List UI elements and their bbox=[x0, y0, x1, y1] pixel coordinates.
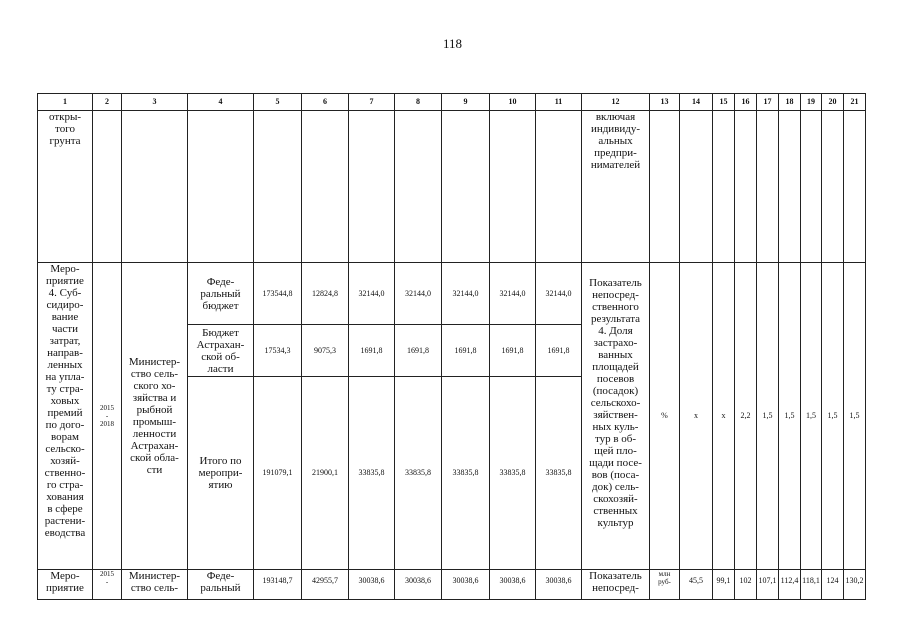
column-header: 4 bbox=[188, 94, 254, 111]
column-header: 15 bbox=[713, 94, 735, 111]
column-header: 17 bbox=[757, 94, 779, 111]
column-header: 20 bbox=[822, 94, 844, 111]
table-cell: 118,1 bbox=[801, 570, 822, 600]
table-cell: 107,1 bbox=[757, 570, 779, 600]
column-header: 3 bbox=[122, 94, 188, 111]
funding-source: Бюджет Астрахан- ской об- ласти bbox=[188, 325, 254, 377]
table-cell: 112,4 bbox=[779, 570, 801, 600]
table-cell: 1691,8 bbox=[395, 325, 442, 377]
table-cell: 1,5 bbox=[822, 263, 844, 570]
column-header: 11 bbox=[536, 94, 582, 111]
table-row bbox=[38, 263, 866, 325]
measure-years: 2015 - bbox=[93, 570, 122, 600]
table-cell: 33835,8 bbox=[490, 377, 536, 570]
table-row bbox=[38, 570, 866, 600]
table-cell: 30038,6 bbox=[490, 570, 536, 600]
table-cell: 33835,8 bbox=[442, 377, 490, 570]
table-cell: 9075,3 bbox=[302, 325, 349, 377]
table-cell: 1691,8 bbox=[490, 325, 536, 377]
table-cell: 1691,8 bbox=[536, 325, 582, 377]
table-cell: х bbox=[680, 263, 713, 570]
column-header: 6 bbox=[302, 94, 349, 111]
indicator-name: Показатель непосред- bbox=[582, 570, 650, 600]
column-header: 10 bbox=[490, 94, 536, 111]
table-cell: 33835,8 bbox=[536, 377, 582, 570]
funding-source: Феде- ральный bbox=[188, 570, 254, 600]
table-cell: 45,5 bbox=[680, 570, 713, 600]
column-header: 16 bbox=[735, 94, 757, 111]
column-header: 12 bbox=[582, 94, 650, 111]
column-header: 13 bbox=[650, 94, 680, 111]
table-cell: 30038,6 bbox=[349, 570, 395, 600]
table-cell: 191079,1 bbox=[254, 377, 302, 570]
program-table bbox=[37, 93, 866, 600]
funding-source: Итого по меропри- ятию bbox=[188, 377, 254, 570]
measure-name: Меро- приятие bbox=[38, 570, 93, 600]
table-cell: 173544,8 bbox=[254, 263, 302, 325]
column-header: 18 bbox=[779, 94, 801, 111]
column-header: 5 bbox=[254, 94, 302, 111]
column-header: 1 bbox=[38, 94, 93, 111]
table-cell: 1,5 bbox=[779, 263, 801, 570]
table-cell: 2,2 bbox=[735, 263, 757, 570]
header-row bbox=[38, 94, 866, 111]
indicator-name: Показатель непосред- ственного результата 4. Доля застрахо- ванных площадей посевов (посадок) сельскохо- зяйствен- ных куль- тур в об- щей пло- щади посе- вов (поса- док) сель- скохозяй- ственных культур bbox=[582, 263, 650, 570]
table-cell: 42955,7 bbox=[302, 570, 349, 600]
table-cell: 33835,8 bbox=[395, 377, 442, 570]
table-cell: 1691,8 bbox=[442, 325, 490, 377]
funding-source: Феде- ральный бюджет bbox=[188, 263, 254, 325]
indicator-continued: включая индивиду- альных предпри- нимателей bbox=[582, 111, 650, 263]
table-cell: 30038,6 bbox=[536, 570, 582, 600]
table-cell: 12824,8 bbox=[302, 263, 349, 325]
table-cell: 32144,0 bbox=[442, 263, 490, 325]
table-cell: 21900,1 bbox=[302, 377, 349, 570]
indicator-unit: % bbox=[650, 263, 680, 570]
measure-years: 2015 - 2018 bbox=[93, 263, 122, 570]
column-header: 19 bbox=[801, 94, 822, 111]
column-header: 14 bbox=[680, 94, 713, 111]
measure-executor: Министер- ство сель- ского хо- зяйства и рыбной промыш- ленности Астрахан- ской обла- сти bbox=[122, 263, 188, 570]
table-cell: 30038,6 bbox=[395, 570, 442, 600]
column-header: 2 bbox=[93, 94, 122, 111]
measure-executor: Министер- ство сель- bbox=[122, 570, 188, 600]
table-cell: 32144,0 bbox=[395, 263, 442, 325]
page-number: 118 bbox=[442, 36, 463, 51]
table-cell: 1691,8 bbox=[349, 325, 395, 377]
table-cell: 102 bbox=[735, 570, 757, 600]
table-cell: 32144,0 bbox=[349, 263, 395, 325]
table-cell: 17534,3 bbox=[254, 325, 302, 377]
table-cell: 1,5 bbox=[801, 263, 822, 570]
table-cell: 32144,0 bbox=[490, 263, 536, 325]
table-cell: 1,5 bbox=[757, 263, 779, 570]
table-cell: 130,2 bbox=[844, 570, 866, 600]
column-header: 7 bbox=[349, 94, 395, 111]
column-header: 21 bbox=[844, 94, 866, 111]
column-header: 9 bbox=[442, 94, 490, 111]
table-row bbox=[38, 111, 866, 263]
table-cell: 193148,7 bbox=[254, 570, 302, 600]
table-cell: х bbox=[713, 263, 735, 570]
table-cell: 124 bbox=[822, 570, 844, 600]
table-cell: 99,1 bbox=[713, 570, 735, 600]
table-cell: 1,5 bbox=[844, 263, 866, 570]
column-header: 8 bbox=[395, 94, 442, 111]
table-cell: 32144,0 bbox=[536, 263, 582, 325]
table-cell: 30038,6 bbox=[442, 570, 490, 600]
table-cell: 33835,8 bbox=[349, 377, 395, 570]
indicator-unit: млн руб- bbox=[650, 570, 680, 600]
measure-name-continued: откры- того грунта bbox=[38, 111, 93, 263]
measure-name: Меро- приятие 4. Суб- сидиро- вание части затрат, направ- ленных на уплa- ту стра- ховых премий по дого- ворам сельско- хозяй- ственно- го стра- хования в сфере растени- еводства bbox=[38, 263, 93, 570]
